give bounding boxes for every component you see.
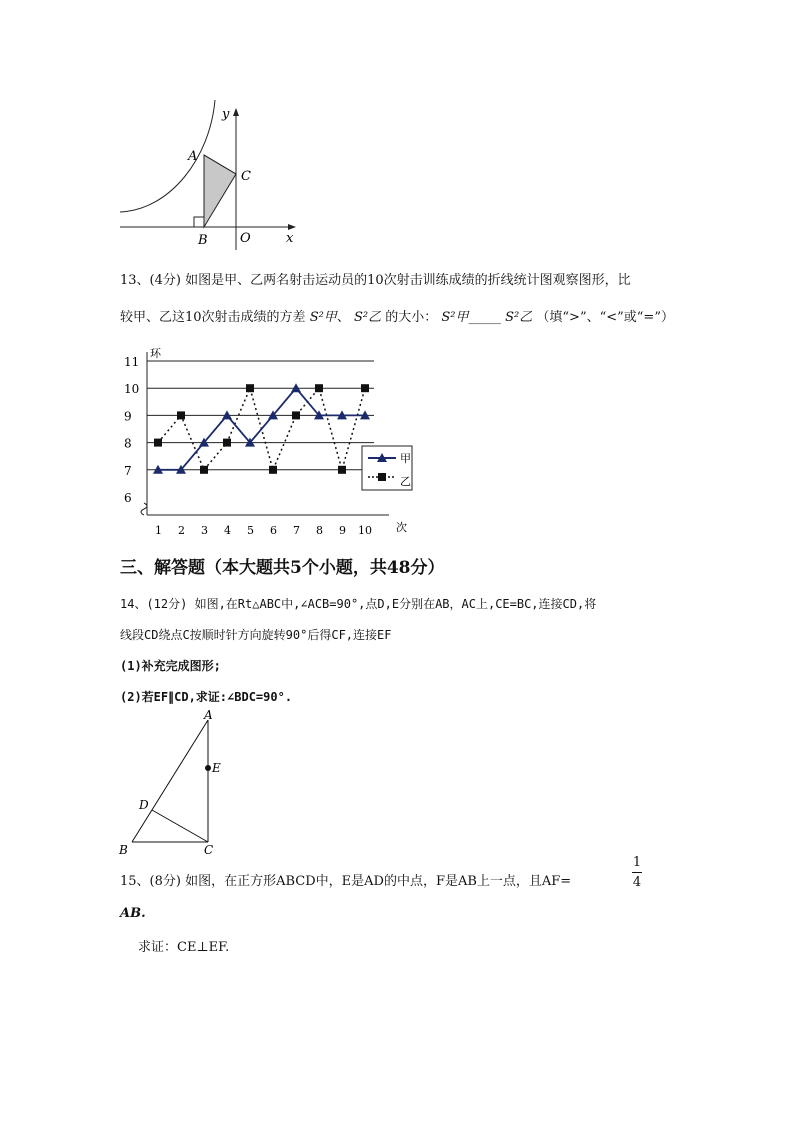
- fig14-label-D: D: [139, 798, 149, 812]
- y-tick-label: 11: [124, 355, 140, 369]
- x-axis-label: 次: [396, 521, 407, 534]
- y-tick-label: 6: [124, 491, 132, 505]
- q14-line2: 线段CD绕点C按顺时针方向旋转90°后得CF,连接EF: [120, 628, 392, 642]
- legend-yi-label: 乙: [400, 475, 411, 488]
- series-yi-point: [315, 384, 323, 392]
- y-tick-label: 7: [124, 463, 132, 478]
- series-yi-point: [154, 439, 162, 447]
- q13-line2-mid: 的大小：: [385, 310, 438, 325]
- legend: [362, 446, 412, 490]
- fig14-label-A: A: [204, 708, 213, 722]
- fig14-label-C: C: [204, 843, 214, 857]
- x-tick-label: 10: [358, 524, 372, 537]
- series-yi-point: [200, 466, 208, 474]
- shaded-triangle: [204, 155, 236, 227]
- frac-denominator: 4: [632, 875, 642, 890]
- x-tick-label: 8: [316, 524, 323, 537]
- label-x: x: [286, 231, 294, 246]
- fig14-label-E: E: [212, 761, 221, 775]
- y-tick-label: 9: [124, 409, 132, 424]
- q13-line2-pre: 较甲、乙这10次射击成绩的方差: [120, 310, 306, 325]
- fig14-label-B: B: [119, 843, 128, 857]
- axis-break: [141, 503, 147, 515]
- q13-line-chart: [112, 340, 422, 540]
- q13-line1: 13、(4分) 如图是甲、乙两名射击运动员的10次射击训练成绩的折线统计图观察图形，比: [120, 273, 631, 288]
- series-yi-point: [177, 411, 185, 419]
- x-tick-label: 3: [201, 524, 208, 537]
- label-A: A: [188, 149, 198, 164]
- q12-figure: [110, 98, 310, 253]
- q14-figure: [112, 706, 242, 861]
- label-O: O: [240, 231, 251, 246]
- series-yi-point: [292, 411, 300, 419]
- q15-line1: 15、(8分) 如图，在正方形ABCD中，E是AD的中点，F是AB上一点，且AF=: [120, 874, 572, 889]
- x-tick-label: 7: [293, 524, 300, 537]
- x-tick-label: 9: [339, 524, 346, 537]
- label-B: B: [198, 233, 208, 248]
- frac-numerator: 1: [632, 855, 642, 870]
- y-tick-label: 8: [124, 436, 132, 451]
- series-jia-line: [158, 388, 365, 470]
- q13-line2: 较甲、乙这10次射击成绩的方差 S²甲、 S²乙 的大小： S²甲_____ S²乙 （填“>”、“<”或“=”）: [120, 310, 674, 325]
- label-C: C: [241, 169, 251, 184]
- section-title: 三、解答题（本大题共5个小题，共48分）: [120, 558, 445, 578]
- series-yi-point: [361, 384, 369, 392]
- series-yi-point: [223, 439, 231, 447]
- y-tick-label: 10: [124, 382, 140, 397]
- legend-yi-marker: [378, 473, 386, 481]
- x-tick-label: 6: [270, 524, 277, 537]
- label-y: y: [222, 107, 230, 122]
- hyperbola-curve: [120, 100, 215, 212]
- series-yi-point: [338, 466, 346, 474]
- point-E: [205, 765, 211, 771]
- right-angle-mark: [194, 217, 204, 227]
- s-yi-symbol: S²乙: [353, 310, 382, 325]
- x-tick-label: 2: [178, 524, 185, 537]
- y-axis-label: 环: [150, 347, 161, 360]
- s-jia-symbol: S²甲: [309, 310, 337, 325]
- q15-line2: AB.: [120, 906, 146, 921]
- series-yi-point: [246, 384, 254, 392]
- x-tick-label: 1: [155, 524, 162, 537]
- q14-part1: (1)补充完成图形;: [120, 659, 221, 673]
- q14-part2: (2)若EF∥CD,求证:∠BDC=90°.: [120, 690, 293, 704]
- q13-line2-post: （填“>”、“<”或“=”）: [536, 310, 674, 325]
- series-jia-point: [222, 410, 232, 419]
- series-yi-point: [269, 466, 277, 474]
- s-yi-symbol-2: S²乙: [505, 310, 533, 325]
- x-tick-label: 4: [224, 524, 231, 537]
- q14-line1: 14、(12分) 如图,在Rt△ABC中,∠ACB=90°,点D,E分别在AB，AC上,CE=BC,连接CD,将: [120, 597, 597, 611]
- q15-line3: 求证：CE⊥EF.: [138, 940, 230, 955]
- answer-blank[interactable]: _____: [468, 310, 501, 325]
- s-jia-symbol-2: S²甲: [441, 310, 469, 325]
- legend-jia-label: 甲: [400, 452, 411, 465]
- q15-fraction: [630, 855, 644, 890]
- x-tick-label: 5: [247, 524, 254, 537]
